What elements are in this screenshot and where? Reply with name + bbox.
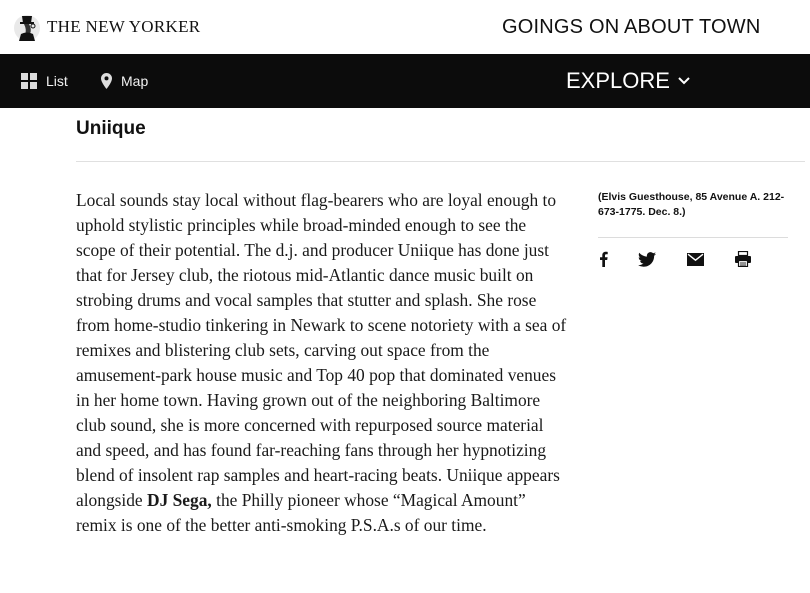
nav-bar [0,54,810,108]
event-title: Uniique [76,118,146,139]
description-text-end: the Philly pioneer whose “Magical Amount” remix is one of the better anti-smoking P.S.A.s of our time. [76,490,526,535]
twitter-share-button[interactable] [638,250,656,268]
map-label: Map [121,73,149,89]
explore-label: EXPLORE [566,68,670,93]
facebook-share-button[interactable] [594,250,612,268]
facebook-icon [599,251,608,267]
site-logo[interactable] [13,12,200,42]
grid-icon [21,73,37,89]
map-pin-icon [101,73,112,89]
title-divider [76,161,805,162]
sidebar-divider [598,237,788,238]
top-bar [0,0,810,54]
event-description [76,188,568,538]
map-view-button[interactable] [101,54,148,108]
venue-info: (Elvis Guesthouse, 85 Avenue A. 212-673-1775. Dec. 8.) [598,191,785,218]
chevron-down-icon [678,77,690,85]
artist-name: DJ Sega, [147,490,212,510]
list-label: List [46,73,68,89]
description-text: Local sounds stay local without flag-bearers who are loyal enough to uphold stylistic principles while broad-minded enough to see the scope of their potential. The d.j. and producer Uniique has done just that for Jersey club, the riotous mid-Atlantic dance music built on strobing drums and vocal samples that stutter and splash. She rose from home-studio tinkering in Newark to scene notoriety with a sea of remixes and blistering club sets, carving out space from the amusement-park house music and Top 40 pop that dominated venues in her home town. Having grown out of the neighboring Baltimore club sound, she is more concerned with repurposed source material and speed, and has found far-reaching fans through her hypnotizing blend of insolent rap samples and heart-racing beats. Uniique appears alongside [76,190,567,510]
twitter-icon [638,252,656,267]
section-title[interactable]: GOINGS ON ABOUT TOWN [502,16,761,38]
list-view-button[interactable] [21,54,68,108]
print-icon [735,251,751,267]
eustace-tilley-icon [13,12,41,42]
logo-wordmark: THE NEW YORKER [47,17,201,36]
email-share-button[interactable] [686,250,704,268]
explore-dropdown[interactable] [566,54,690,108]
email-icon [687,253,704,266]
print-button[interactable] [734,250,752,268]
